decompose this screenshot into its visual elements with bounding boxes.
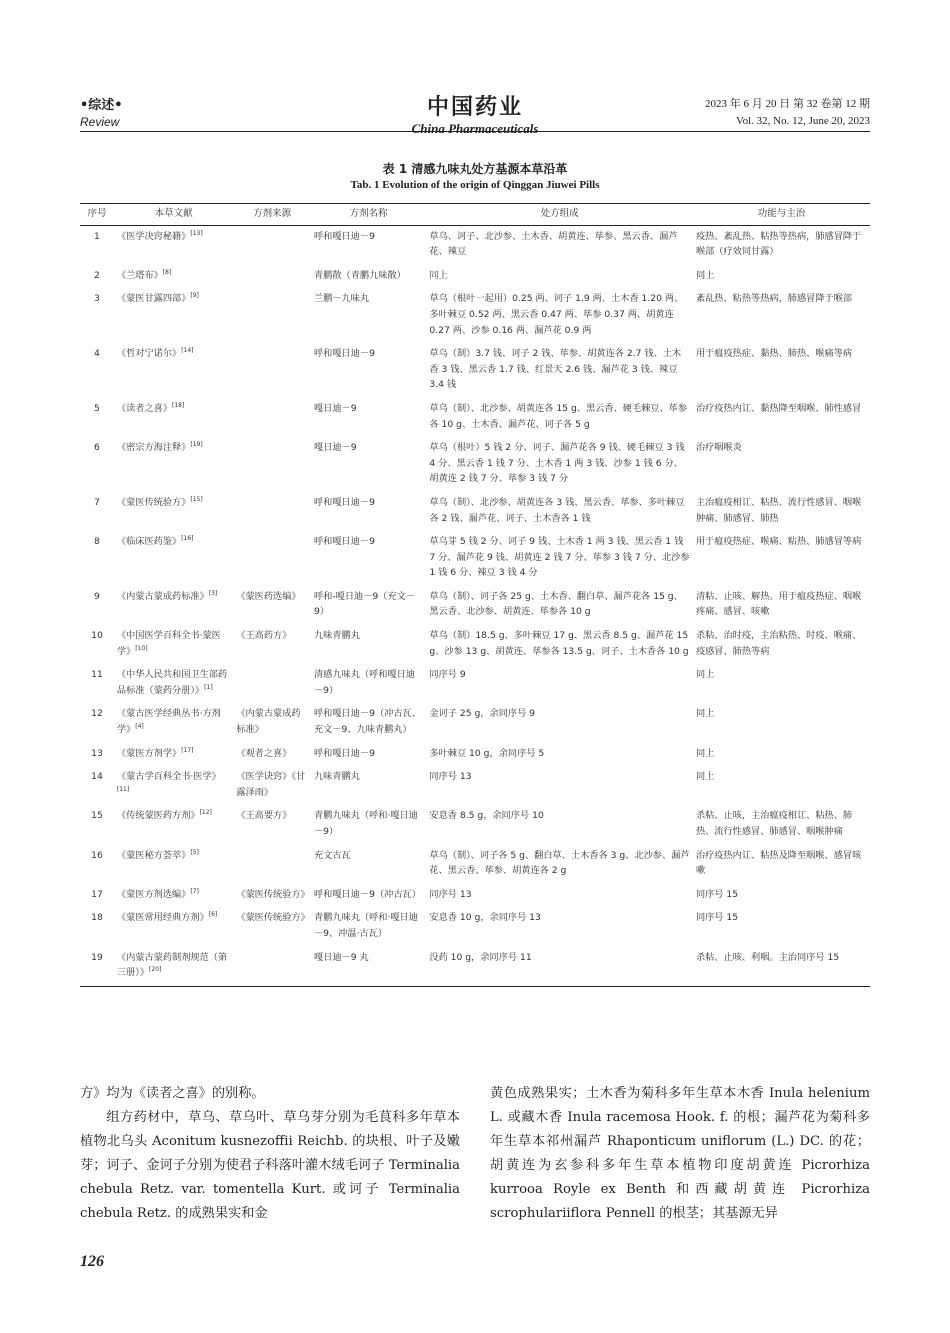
cell-function [693, 766, 870, 805]
cell-function [693, 288, 870, 343]
body-paragraph: 黄色成熟果实；土木香为菊科多年生草本木香 Inula helenium L. 或藏木香 Inula racemosa Hook. f. 的根；漏芦花为菊科多年生草本祁州漏芦 Rhaponticum uniflorum (L.) DC. 的花；胡黄连为玄参科多年生草本植物印度胡黄连 Picrorhiza kurrooa Royle ex Benth 和西藏胡黄连 Picrorhiza scrophulariiflora Pennell 的根茎；其基源无异 [490, 1086, 870, 1221]
cell-function-text: 同上 [695, 771, 715, 783]
body-paragraph: 方》均为《读者之喜》的别称。 [80, 1086, 265, 1101]
cell-composition [426, 586, 693, 625]
cell-composition [426, 265, 693, 289]
cell-composition [426, 664, 693, 703]
table-row [80, 625, 870, 664]
cell-literature-text: 《内蒙古蒙药制剂规范（第三册）》 [116, 951, 228, 979]
cell-function-text: 治疗咽喉炎 [695, 442, 742, 454]
cell-composition-text: 没药 10 g，余同序号 11 [429, 951, 532, 963]
cell-source-text: 《内蒙古蒙成药标准》 [236, 708, 301, 736]
table-caption-en: Tab. 1 Evolution of the origin of Qinggan Jiuwei Pills [350, 179, 600, 191]
cell-prescription-name-text: 呼和嘎日迪－9（冲古瓦、充文－9、九味青鹏丸） [313, 708, 421, 736]
cell-literature-text: 《蒙医方剂选编》 [116, 888, 191, 900]
cell-no [80, 743, 114, 767]
issue-date-en: Vol. 32, No. 12, June 20, 2023 [736, 115, 870, 127]
cell-composition-text: 安息香 8.5 g，余同序号 10 [429, 810, 544, 822]
cell-composition [426, 884, 693, 908]
cell-prescription-name [311, 265, 426, 289]
cell-literature-text: 《中华人民共和国卫生部药品标准（蒙药分册）》 [116, 669, 228, 696]
cell-function [693, 492, 870, 531]
cell-source [233, 766, 311, 805]
cell-no-text: 2 [94, 269, 100, 281]
cell-composition-text: 草乌（制）18.5 g、多叶棘豆 17 g、黑云香 8.5 g、漏芦花 15 g、沙参 13 g、胡黄连、荜参各 13.5 g、诃子、土木香各 10 g [429, 630, 689, 657]
cell-source [233, 265, 311, 289]
cell-source [233, 586, 311, 625]
cell-literature-text: 《兰塔布》 [116, 269, 163, 281]
table-row [80, 531, 870, 586]
cell-no [80, 625, 114, 664]
cell-composition-text: 草乌（制）3.7 钱、诃子 2 钱、荜参、胡黄连各 2.7 钱、土木香 3 钱、黑云香 1.7 钱、红景天 2.6 钱、漏芦花 3 钱、辣豆 3.4 钱 [429, 348, 682, 391]
cell-no [80, 265, 114, 289]
cell-prescription-name [311, 531, 426, 586]
citation-ref: [18] [172, 401, 185, 409]
cell-no-text: 9 [94, 590, 100, 602]
cell-prescription-name-text: 清感九味丸（呼和嘎日迪－9） [313, 669, 416, 696]
cell-literature-text: 《传统蒙医药方剂》 [116, 810, 200, 822]
cell-prescription-name-text: 呼和嘎日迪－9 [313, 348, 375, 360]
cell-prescription-name [311, 437, 426, 492]
journal-title-en: China Pharmaceuticals [411, 121, 539, 136]
cell-composition-text: 草乌、诃子、北沙参、土木香、胡黄连、荜参、黑云香、漏芦花、辣豆 [429, 230, 678, 258]
cell-composition [426, 907, 693, 946]
table-row [80, 492, 870, 531]
table-row [80, 343, 870, 398]
cell-source-text: 《王高药方》 [236, 630, 292, 642]
citation-ref: [4] [135, 722, 144, 730]
cell-composition [426, 766, 693, 805]
cell-prescription-name-text: 兰鹏－九味丸 [313, 293, 370, 305]
cell-composition [426, 437, 693, 492]
cell-prescription-name [311, 766, 426, 805]
cell-composition [426, 625, 693, 664]
cell-function-text: 同上 [695, 708, 715, 720]
cell-literature [114, 225, 233, 265]
cell-source [233, 288, 311, 343]
table-row [80, 907, 870, 946]
cell-no-text: 12 [91, 708, 103, 720]
cell-source-text: 《蒙医传统验方》 [236, 888, 310, 900]
cell-function [693, 398, 870, 437]
cell-literature [114, 703, 233, 742]
cell-literature [114, 265, 233, 289]
cell-composition-text: 安息香 10 g，余同序号 13 [429, 912, 541, 924]
table-row [80, 766, 870, 805]
cell-no [80, 343, 114, 398]
cell-composition [426, 947, 693, 987]
cell-no-text: 8 [94, 536, 100, 548]
cell-function [693, 845, 870, 884]
cell-literature [114, 947, 233, 987]
cell-literature [114, 664, 233, 703]
cell-source [233, 743, 311, 767]
cell-function-text: 同上 [695, 747, 715, 759]
header-rule [80, 131, 870, 132]
cell-literature-text: 《密宗方海注释》 [116, 442, 191, 454]
cell-no [80, 531, 114, 586]
citation-ref: [13] [190, 229, 203, 237]
cell-prescription-name [311, 586, 426, 625]
cell-source [233, 805, 311, 844]
cell-prescription-name-text: 呼和嘎日迪－9 [313, 536, 375, 548]
cell-literature-text: 《哲对宁诺尔》 [116, 348, 182, 360]
col-header-source: 方剂来源 [233, 204, 311, 226]
cell-composition [426, 398, 693, 437]
cell-literature [114, 492, 233, 531]
page-number: 126 [80, 1253, 104, 1270]
cell-composition [426, 703, 693, 742]
table-row [80, 805, 870, 844]
cell-source-text: 《观者之喜》 [236, 747, 292, 759]
col-header-function: 功能与主治 [693, 204, 870, 226]
cell-literature [114, 288, 233, 343]
citation-ref: [8] [162, 268, 172, 276]
cell-prescription-name-text: 青鹏九味丸（呼和·嘎日迪－9、冲温·古瓦） [313, 912, 418, 939]
cell-literature [114, 743, 233, 767]
cell-literature-text: 《读者之喜》 [116, 402, 173, 414]
cell-literature-text: 《内蒙古蒙成药标准》 [116, 590, 209, 602]
cell-source [233, 343, 311, 398]
cell-prescription-name-text: 呼和嘎日迪－9 [313, 496, 375, 508]
section-label [80, 94, 123, 129]
cell-prescription-name [311, 703, 426, 742]
cell-literature [114, 437, 233, 492]
cell-no [80, 586, 114, 625]
cell-composition [426, 805, 693, 844]
cell-no-text: 18 [91, 912, 103, 924]
cell-literature [114, 398, 233, 437]
col-header-literature: 本草文献 [114, 204, 233, 226]
cell-composition-text: 多叶棘豆 10 g，余同序号 5 [429, 747, 545, 759]
cell-literature-text: 《蒙医秘方荟萃》 [116, 849, 191, 861]
citation-ref: [7] [190, 887, 199, 895]
cell-function [693, 625, 870, 664]
cell-source-text: 《王高要方》 [236, 810, 292, 822]
cell-composition [426, 225, 693, 265]
cell-no [80, 492, 114, 531]
cell-composition-text: 同序号 9 [429, 669, 466, 681]
cell-function-text: 同上 [695, 269, 715, 281]
cell-no-text: 1 [94, 230, 100, 242]
cell-composition-text: 草乌（根叶一起用）0.25 两、诃子 1.9 两、土木香 1.20 两、多叶棘豆 0.52 两、黑云香 0.47 两、荜参 0.37 两、胡黄连 0.27 两、沙参 0.16 两、漏芦花 0.9 两 [429, 293, 684, 336]
cell-no [80, 225, 114, 265]
cell-function-text: 同序号 15 [695, 888, 739, 900]
cell-source [233, 437, 311, 492]
cell-prescription-name-text: 呼和嘎日迪－9 [313, 230, 375, 242]
cell-no-text: 14 [91, 771, 103, 783]
cell-literature-text: 《蒙医传统验方》 [116, 496, 191, 508]
table-row [80, 586, 870, 625]
cell-literature [114, 907, 233, 946]
cell-composition [426, 343, 693, 398]
cell-no-text: 13 [91, 747, 103, 759]
citation-ref: [6] [208, 911, 218, 919]
cell-literature [114, 625, 233, 664]
table-row [80, 743, 870, 767]
cell-function [693, 947, 870, 987]
cell-source [233, 625, 311, 664]
table-row [80, 398, 870, 437]
cell-function-text: 治疗疫热内讧、粘热及降至咽喉、感冒咳嗽 [695, 849, 862, 877]
cell-composition-text: 草乌（制）、北沙参、胡黄连各 3 钱、黑云香、荜参、多叶棘豆各 2 钱、漏芦花、诃子、土木香各 1 钱 [429, 496, 685, 524]
cell-source [233, 664, 311, 703]
citation-ref: [16] [181, 535, 194, 543]
cell-composition [426, 531, 693, 586]
cell-prescription-name [311, 845, 426, 884]
cell-source-text: 《医学诀窍》《甘露泽雨》 [236, 771, 306, 798]
cell-function [693, 805, 870, 844]
cell-prescription-name [311, 884, 426, 908]
cell-no-text: 17 [91, 888, 103, 900]
cell-no-text: 11 [91, 669, 103, 681]
citation-ref: [14] [181, 347, 194, 355]
table-caption-zh: 表 1 清感九味丸处方基源本草沿革 [382, 162, 568, 176]
citation-ref: [15] [190, 495, 203, 503]
citation-ref: [11] [116, 785, 130, 793]
cell-function [693, 743, 870, 767]
cell-function-text: 紊乱热、粘热等热病，肺感冒降于喉部 [695, 293, 853, 305]
citation-ref: [9] [190, 292, 199, 300]
cell-no-text: 19 [91, 951, 103, 963]
citation-ref: [1] [204, 683, 213, 691]
cell-no [80, 664, 114, 703]
cell-function [693, 586, 870, 625]
cell-function [693, 664, 870, 703]
journal-title-zh: 中国药业 [426, 94, 523, 120]
cell-prescription-name-text: 呼和-嘎日迪－9（充文－9） [313, 590, 416, 618]
cell-function [693, 703, 870, 742]
cell-no [80, 398, 114, 437]
cell-function [693, 265, 870, 289]
cell-source [233, 907, 311, 946]
body-paragraph: 组方药材中，草乌、草乌叶、草乌芽分别为毛茛科多年草本植物北乌头 Aconitum kusnezoffii Reichb. 的块根、叶子及嫩芽；诃子、金诃子分别为使君子科落叶灌木绒毛诃子 Terminalia chebula Retz. var. tomentella Kurt. 或诃子 Terminalia chebula Retz. 的成熟果实和金 [80, 1110, 460, 1221]
table-row [80, 225, 870, 265]
cell-prescription-name [311, 225, 426, 265]
cell-prescription-name-text: 充文古瓦 [313, 849, 351, 861]
cell-function-text: 用于瘟疫热症、黏热、肺热、喉痛等病 [695, 348, 853, 360]
cell-no [80, 766, 114, 805]
issue-date-zh: 2023 年 6 月 20 日 第 32 卷第 12 期 [705, 98, 870, 110]
cell-prescription-name-text: 青鹏散（青鹏九味散） [313, 269, 406, 281]
cell-no [80, 437, 114, 492]
citation-ref: [19] [190, 441, 203, 449]
citation-ref: [17] [181, 746, 194, 754]
cell-composition-text: 同序号 13 [429, 888, 472, 900]
cell-function-text: 杀粘、止咳，主治瘟疫相讧、粘热、肺热、流行性感冒、肺感冒、咽喉肿痛 [695, 810, 853, 837]
cell-prescription-name [311, 398, 426, 437]
cell-prescription-name [311, 805, 426, 844]
cell-prescription-name-text: 呼和嘎日迪－9（冲古瓦） [313, 888, 421, 900]
table-row [80, 437, 870, 492]
cell-literature [114, 586, 233, 625]
cell-no [80, 947, 114, 987]
cell-source [233, 492, 311, 531]
cell-prescription-name-text: 嘎日迪－9 [313, 402, 357, 414]
cell-source [233, 703, 311, 742]
cell-prescription-name [311, 625, 426, 664]
cell-literature [114, 884, 233, 908]
cell-function [693, 437, 870, 492]
cell-source [233, 845, 311, 884]
cell-prescription-name-text: 青鹏九味丸（呼和·嘎日迪－9） [313, 810, 418, 837]
cell-no [80, 907, 114, 946]
table-row [80, 845, 870, 884]
cell-composition-text: 草乌（制）、诃子各 5 g、翻白草、土木香各 3 g、北沙参、漏芦花、黑云香、荜参、胡黄连各 2 g [429, 849, 690, 877]
cell-no-text: 4 [94, 348, 100, 360]
cell-literature-text: 《蒙古医学经典丛书·方剂学》 [116, 708, 221, 736]
cell-function-text: 治疗疫热内讧、黏热降至咽喉、肺性感冒 [695, 402, 862, 414]
citation-ref: [10] [135, 644, 148, 652]
cell-prescription-name [311, 743, 426, 767]
cell-no-text: 7 [94, 496, 100, 508]
cell-prescription-name-text: 九味青鹏丸 [313, 771, 360, 783]
table-row [80, 884, 870, 908]
table-header-row [80, 204, 870, 226]
citation-ref: [5] [190, 848, 199, 856]
cell-literature-text: 《蒙医方剂学》 [116, 747, 182, 759]
cell-composition-text: 草乌（根叶）5 钱 2 分、诃子、漏芦花各 9 钱、硬毛棘豆 3 钱 4 分、黑云香 1 钱 7 分、土木香 1 两 3 钱、沙参 1 钱 6 分、胡黄连 2 钱 7 分、荜参 3 钱 7 分 [429, 442, 685, 485]
journal-masthead [412, 90, 539, 137]
cell-source [233, 947, 311, 987]
cell-prescription-name [311, 664, 426, 703]
cell-prescription-name-text: 嘎日迪－9 [313, 442, 357, 454]
cell-function [693, 907, 870, 946]
cell-source [233, 884, 311, 908]
body-column-left [80, 1082, 460, 1226]
table-row [80, 664, 870, 703]
col-header-composition: 处方组成 [426, 204, 693, 226]
cell-no-text: 5 [94, 402, 100, 414]
cell-composition-text: 金诃子 25 g，余同序号 9 [429, 708, 536, 720]
cell-function-text: 杀粘、治时疫，主治粘热、时疫、喉痛、疫感冒、肺热等病 [695, 630, 862, 657]
cell-no-text: 6 [94, 442, 100, 454]
cell-source-text: 《蒙医药选编》 [236, 590, 301, 602]
cell-literature-text: 《蒙医甘露四部》 [116, 293, 191, 305]
col-header-no: 序号 [80, 204, 114, 226]
citation-ref: [20] [149, 966, 162, 974]
cell-literature [114, 805, 233, 844]
cell-composition-text: 草乌（制）、北沙参、胡黄连各 15 g、黑云香、硬毛棘豆、荜参各 10 g、土木香、漏芦花、诃子各 5 g [429, 402, 688, 430]
cell-no [80, 884, 114, 908]
cell-source [233, 398, 311, 437]
page-header [80, 92, 870, 134]
section-zh: •综述• [80, 98, 123, 113]
cell-function [693, 225, 870, 265]
cell-composition-text: 同上 [429, 269, 448, 281]
cell-no [80, 845, 114, 884]
cell-prescription-name [311, 343, 426, 398]
table-row [80, 947, 870, 987]
citation-ref: [12] [199, 809, 212, 817]
cell-function [693, 531, 870, 586]
cell-composition-text: 同序号 13 [429, 771, 472, 783]
cell-source [233, 531, 311, 586]
section-en: Review [80, 115, 120, 129]
cell-composition-text: 草乌芽 5 钱 2 分、诃子 9 钱、土木香 1 两 3 钱、黑云香 1 钱 7 分、漏芦花 9 钱、胡黄连 2 钱 7 分、荜参 3 钱 7 分、北沙参 1 钱 6 分、辣豆 3 钱 4 分 [429, 536, 690, 579]
body-column-right [490, 1082, 870, 1226]
cell-literature [114, 845, 233, 884]
cell-no-text: 16 [91, 849, 103, 861]
cell-composition [426, 845, 693, 884]
cell-no [80, 703, 114, 742]
cell-source-text: 《蒙医传统验方》 [236, 912, 310, 924]
origin-evolution-table [80, 203, 870, 987]
cell-source [233, 225, 311, 265]
cell-literature [114, 766, 233, 805]
cell-literature-text: 《蒙古学百科全书·医学》 [116, 771, 221, 783]
cell-composition-text: 草乌（制）、诃子各 25 g、土木香、翻白草、漏芦花各 15 g、黑云香、北沙参、胡黄连、荜参各 10 g [429, 590, 683, 618]
cell-composition [426, 492, 693, 531]
cell-prescription-name-text: 九味青鹏丸 [313, 630, 360, 642]
cell-prescription-name [311, 947, 426, 987]
cell-no [80, 288, 114, 343]
cell-literature-text: 《中国医学百科全书·蒙医学》 [116, 630, 221, 657]
cell-function-text: 用于瘟疫热症、喉痛、粘热、肺感冒等病 [695, 536, 862, 548]
cell-function-text: 同序号 15 [695, 912, 739, 924]
cell-prescription-name [311, 907, 426, 946]
cell-literature-text: 《临床医药鉴》 [116, 536, 182, 548]
cell-no-text: 15 [91, 810, 103, 822]
table-row [80, 288, 870, 343]
cell-literature-text: 《医学决窍秘籍》 [116, 230, 191, 242]
cell-literature-text: 《蒙医常用经典方剂》 [116, 912, 209, 924]
cell-composition [426, 743, 693, 767]
cell-literature [114, 531, 233, 586]
table-row [80, 265, 870, 289]
table-row [80, 703, 870, 742]
cell-function-text: 清粘、止咳、解热。用于瘟疫热症、咽喉疼痛、感冒、咳嗽 [695, 590, 862, 618]
cell-composition [426, 288, 693, 343]
cell-no-text: 10 [91, 630, 103, 642]
cell-literature [114, 343, 233, 398]
cell-function-text: 同上 [695, 669, 715, 681]
cell-no [80, 805, 114, 844]
cell-prescription-name-text: 呼和嘎日迪－9 [313, 747, 375, 759]
cell-function-text: 主治瘟疫相讧、粘热、流行性感冒、咽喉肿痛、肺感冒、肺热 [695, 496, 862, 524]
cell-prescription-name [311, 492, 426, 531]
cell-prescription-name [311, 288, 426, 343]
issue-info [705, 96, 870, 130]
cell-prescription-name-text: 嘎日迪－9 丸 [313, 951, 369, 963]
citation-ref: [3] [208, 589, 218, 597]
col-header-name: 方剂名称 [311, 204, 426, 226]
cell-function [693, 343, 870, 398]
cell-function [693, 884, 870, 908]
cell-function-text: 疫热、紊乱热、粘热等热病，肺感冒降于喉部（疗效同甘露） [695, 230, 862, 258]
cell-function-text: 杀粘、止咳、利咽。主治同序号 15 [695, 951, 840, 963]
cell-no-text: 3 [94, 293, 100, 305]
